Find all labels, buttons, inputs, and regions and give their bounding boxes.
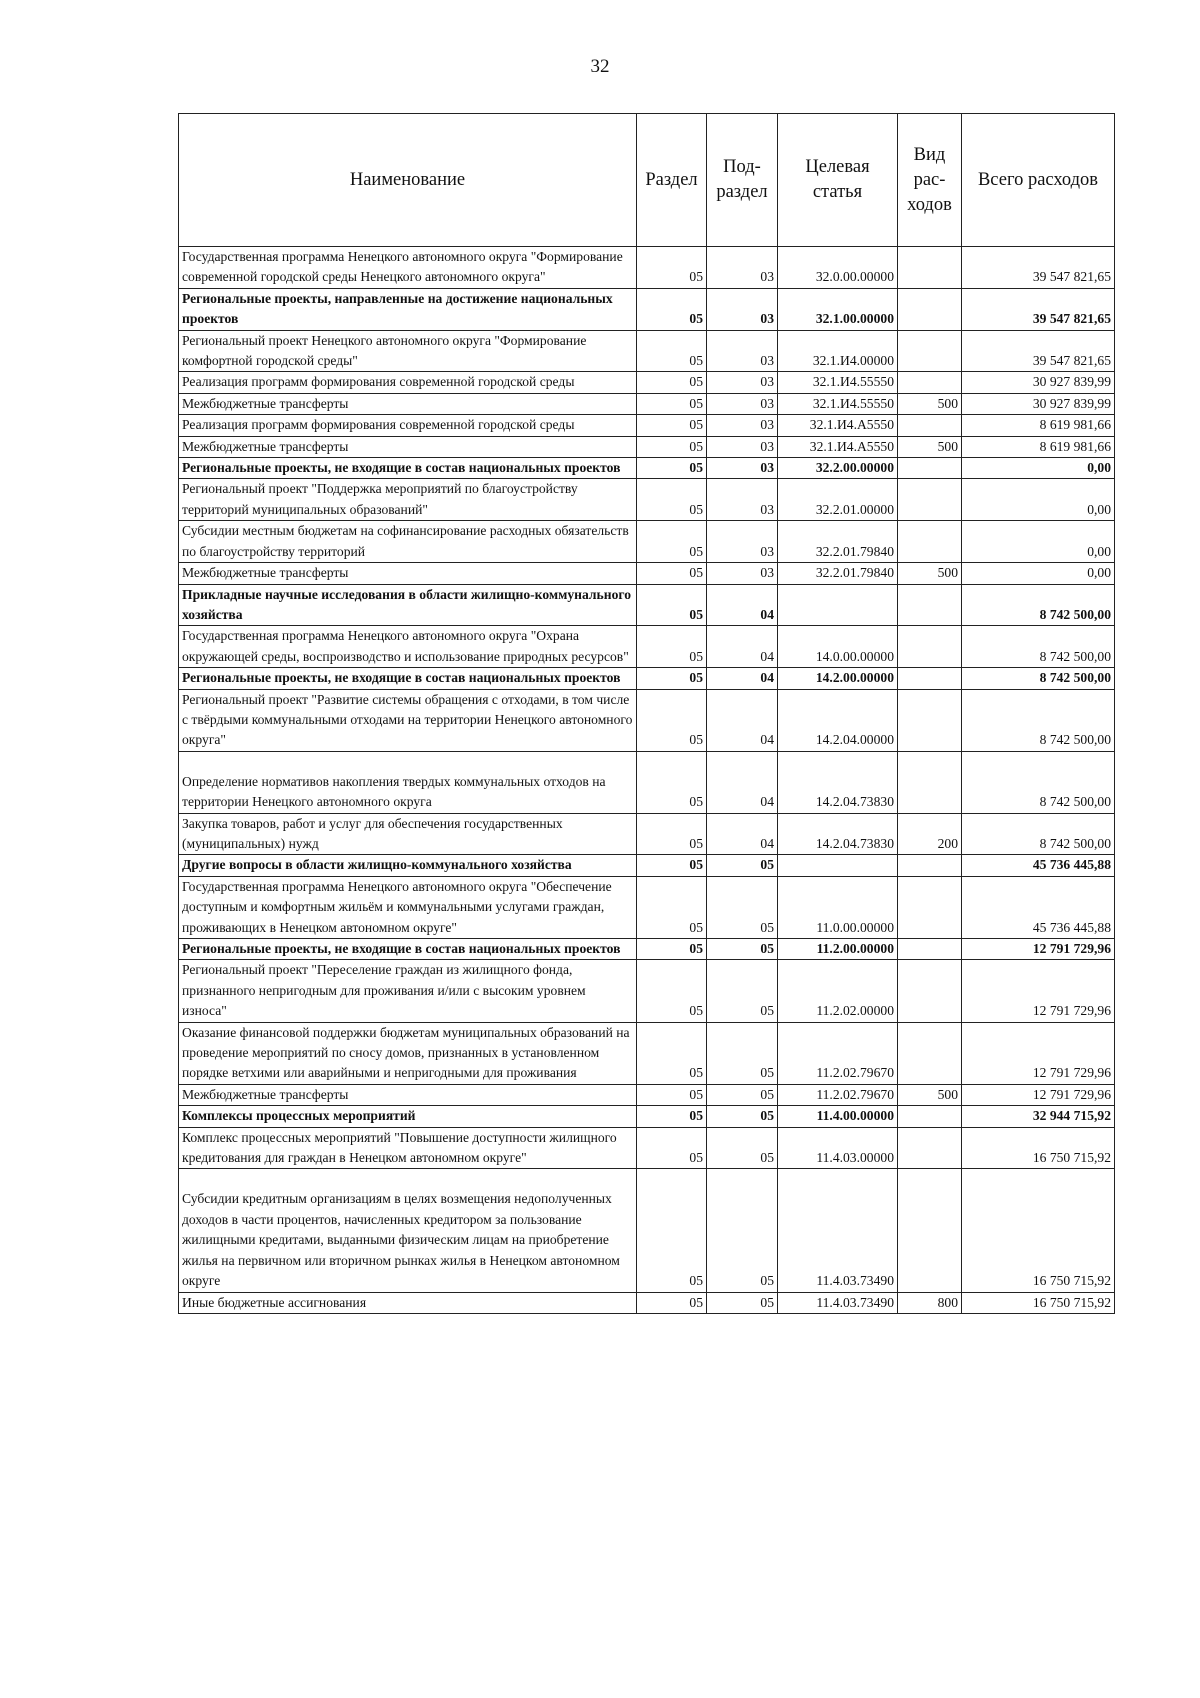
row-vid-cell: 200: [898, 813, 962, 855]
row-podrazdel-cell: 03: [707, 436, 778, 457]
header-podrazdel: Под- раздел: [707, 114, 778, 247]
table-row: [179, 563, 1115, 584]
row-razdel-cell: 05: [637, 689, 707, 751]
row-celevaya-cell: 11.4.03.73490: [778, 1292, 898, 1313]
table-row: [179, 876, 1115, 938]
row-sum-cell: 8 742 500,00: [962, 813, 1115, 855]
row-sum-cell: 12 791 729,96: [962, 1022, 1115, 1084]
row-name-cell: Прикладные научные исследования в области жилищно-коммунального хозяйства: [179, 584, 637, 626]
row-name-cell: Определение нормативов накопления твердых коммунальных отходов на территории Ненецкого автономного округа: [179, 751, 637, 813]
table-body: [179, 247, 1115, 1314]
row-vid-cell: [898, 960, 962, 1022]
page-number: 32: [590, 56, 610, 77]
row-vid-cell: [898, 876, 962, 938]
row-vid-cell: [898, 372, 962, 393]
row-sum-cell: 8 742 500,00: [962, 689, 1115, 751]
row-name-cell: Межбюджетные трансферты: [179, 436, 637, 457]
row-vid-cell: [898, 479, 962, 521]
row-razdel-cell: 05: [637, 1106, 707, 1127]
row-vid-cell: [898, 330, 962, 372]
row-podrazdel-cell: 03: [707, 330, 778, 372]
row-celevaya-cell: 11.4.03.73490: [778, 1169, 898, 1292]
row-name-cell: Региональные проекты, не входящие в состав национальных проектов: [179, 668, 637, 689]
row-vid-cell: [898, 584, 962, 626]
row-razdel-cell: 05: [637, 458, 707, 479]
row-sum-cell: 0,00: [962, 521, 1115, 563]
header-celevaya: Целевая статья: [778, 114, 898, 247]
header-razdel: Раздел: [637, 114, 707, 247]
row-razdel-cell: 05: [637, 668, 707, 689]
row-razdel-cell: 05: [637, 479, 707, 521]
row-name-cell: Региональный проект "Переселение граждан из жилищного фонда, признанного непригодным для проживания и/или с высоким уровнем износа": [179, 960, 637, 1022]
row-vid-cell: 500: [898, 436, 962, 457]
row-vid-cell: [898, 689, 962, 751]
row-sum-cell: 8 742 500,00: [962, 668, 1115, 689]
row-razdel-cell: 05: [637, 813, 707, 855]
row-sum-cell: 8 742 500,00: [962, 584, 1115, 626]
row-sum-cell: 16 750 715,92: [962, 1292, 1115, 1313]
row-podrazdel-cell: 05: [707, 1106, 778, 1127]
row-celevaya-cell: [778, 855, 898, 876]
row-vid-cell: 500: [898, 563, 962, 584]
table-row: [179, 960, 1115, 1022]
row-sum-cell: 30 927 839,99: [962, 372, 1115, 393]
row-podrazdel-cell: 05: [707, 855, 778, 876]
row-celevaya-cell: 32.2.00.00000: [778, 458, 898, 479]
row-name-cell: Оказание финансовой поддержки бюджетам муниципальных образований на проведение мероприятий по сносу домов, признанных в установленном порядке ветхими или аварийными и непригодными для проживания: [179, 1022, 637, 1084]
table-row: [179, 1084, 1115, 1105]
row-name-cell: Межбюджетные трансферты: [179, 393, 637, 414]
row-razdel-cell: 05: [637, 436, 707, 457]
row-podrazdel-cell: 04: [707, 626, 778, 668]
row-sum-cell: 0,00: [962, 458, 1115, 479]
table-header-row: [179, 114, 1115, 247]
row-celevaya-cell: 32.0.00.00000: [778, 247, 898, 289]
row-razdel-cell: 05: [637, 584, 707, 626]
row-vid-cell: [898, 288, 962, 330]
row-name-cell: Региональные проекты, направленные на достижение национальных проектов: [179, 288, 637, 330]
row-podrazdel-cell: 05: [707, 960, 778, 1022]
row-sum-cell: 30 927 839,99: [962, 393, 1115, 414]
row-vid-cell: [898, 458, 962, 479]
row-celevaya-cell: 11.2.02.79670: [778, 1084, 898, 1105]
row-name-cell: Межбюджетные трансферты: [179, 1084, 637, 1105]
row-name-cell: Реализация программ формирования современной городской среды: [179, 372, 637, 393]
row-podrazdel-cell: 05: [707, 1169, 778, 1292]
table-row: [179, 1022, 1115, 1084]
row-razdel-cell: 05: [637, 939, 707, 960]
row-razdel-cell: 05: [637, 1022, 707, 1084]
row-celevaya-cell: 11.0.00.00000: [778, 876, 898, 938]
row-celevaya-cell: 14.2.00.00000: [778, 668, 898, 689]
row-celevaya-cell: 11.2.00.00000: [778, 939, 898, 960]
header-vid: Вид рас- ходов: [898, 114, 962, 247]
row-razdel-cell: 05: [637, 1169, 707, 1292]
row-razdel-cell: 05: [637, 876, 707, 938]
row-razdel-cell: 05: [637, 626, 707, 668]
row-razdel-cell: 05: [637, 1127, 707, 1169]
row-vid-cell: [898, 855, 962, 876]
row-vid-cell: [898, 247, 962, 289]
row-celevaya-cell: 32.1.И4.А5550: [778, 436, 898, 457]
header-vsego: Всего расходов: [962, 114, 1115, 247]
row-razdel-cell: 05: [637, 960, 707, 1022]
row-podrazdel-cell: 05: [707, 1022, 778, 1084]
table-row: [179, 330, 1115, 372]
row-podrazdel-cell: 05: [707, 876, 778, 938]
row-vid-cell: [898, 1022, 962, 1084]
row-celevaya-cell: 32.1.И4.00000: [778, 330, 898, 372]
row-sum-cell: 39 547 821,65: [962, 330, 1115, 372]
row-sum-cell: 16 750 715,92: [962, 1169, 1115, 1292]
row-podrazdel-cell: 05: [707, 1292, 778, 1313]
row-celevaya-cell: 14.2.04.73830: [778, 751, 898, 813]
row-name-cell: Комплекс процессных мероприятий "Повышение доступности жилищного кредитования для граждан в Ненецком автономном округе": [179, 1127, 637, 1169]
row-razdel-cell: 05: [637, 521, 707, 563]
row-sum-cell: 12 791 729,96: [962, 939, 1115, 960]
row-podrazdel-cell: 05: [707, 1127, 778, 1169]
row-vid-cell: 500: [898, 1084, 962, 1105]
table-row: [179, 1106, 1115, 1127]
row-podrazdel-cell: 03: [707, 247, 778, 289]
table-row: [179, 393, 1115, 414]
row-sum-cell: 12 791 729,96: [962, 960, 1115, 1022]
row-sum-cell: 16 750 715,92: [962, 1127, 1115, 1169]
row-sum-cell: 45 736 445,88: [962, 855, 1115, 876]
row-celevaya-cell: 11.4.03.00000: [778, 1127, 898, 1169]
row-razdel-cell: 05: [637, 855, 707, 876]
table-row: [179, 1127, 1115, 1169]
row-podrazdel-cell: 03: [707, 288, 778, 330]
row-sum-cell: 45 736 445,88: [962, 876, 1115, 938]
row-celevaya-cell: 32.2.01.79840: [778, 521, 898, 563]
row-razdel-cell: 05: [637, 288, 707, 330]
row-vid-cell: [898, 1106, 962, 1127]
table-row: [179, 1169, 1115, 1292]
table-row: [179, 668, 1115, 689]
row-name-cell: Другие вопросы в области жилищно-коммунального хозяйства: [179, 855, 637, 876]
row-celevaya-cell: 32.1.И4.55550: [778, 393, 898, 414]
table-row: [179, 751, 1115, 813]
row-vid-cell: [898, 668, 962, 689]
row-podrazdel-cell: 03: [707, 415, 778, 436]
row-razdel-cell: 05: [637, 1084, 707, 1105]
table-row: [179, 288, 1115, 330]
row-celevaya-cell: 14.2.04.00000: [778, 689, 898, 751]
row-celevaya-cell: 11.2.02.79670: [778, 1022, 898, 1084]
row-podrazdel-cell: 04: [707, 689, 778, 751]
row-celevaya-cell: 14.0.00.00000: [778, 626, 898, 668]
row-razdel-cell: 05: [637, 247, 707, 289]
row-celevaya-cell: [778, 584, 898, 626]
row-podrazdel-cell: 03: [707, 372, 778, 393]
row-celevaya-cell: 32.1.И4.55550: [778, 372, 898, 393]
row-podrazdel-cell: 05: [707, 939, 778, 960]
row-name-cell: Региональный проект "Развитие системы обращения с отходами, в том числе с твёрдыми коммунальными отходами на территории Ненецкого автономного округа": [179, 689, 637, 751]
row-podrazdel-cell: 03: [707, 479, 778, 521]
row-sum-cell: 12 791 729,96: [962, 1084, 1115, 1105]
row-celevaya-cell: 32.2.01.00000: [778, 479, 898, 521]
table-row: [179, 415, 1115, 436]
row-celevaya-cell: 11.4.00.00000: [778, 1106, 898, 1127]
table-row: [179, 855, 1115, 876]
row-name-cell: Субсидии местным бюджетам на софинансирование расходных обязательств по благоустройству территорий: [179, 521, 637, 563]
row-razdel-cell: 05: [637, 415, 707, 436]
table-row: [179, 372, 1115, 393]
row-name-cell: Региональные проекты, не входящие в состав национальных проектов: [179, 939, 637, 960]
row-podrazdel-cell: 04: [707, 751, 778, 813]
row-name-cell: Закупка товаров, работ и услуг для обеспечения государственных (муниципальных) нужд: [179, 813, 637, 855]
row-sum-cell: 39 547 821,65: [962, 288, 1115, 330]
row-vid-cell: 800: [898, 1292, 962, 1313]
budget-table: [178, 113, 1115, 1314]
row-name-cell: Региональный проект Ненецкого автономного округа "Формирование комфортной городской среды": [179, 330, 637, 372]
table-row: [179, 521, 1115, 563]
row-razdel-cell: 05: [637, 330, 707, 372]
table-row: [179, 1292, 1115, 1313]
row-sum-cell: 8 619 981,66: [962, 415, 1115, 436]
row-celevaya-cell: 14.2.04.73830: [778, 813, 898, 855]
row-razdel-cell: 05: [637, 563, 707, 584]
row-podrazdel-cell: 03: [707, 521, 778, 563]
table-row: [179, 813, 1115, 855]
row-razdel-cell: 05: [637, 372, 707, 393]
row-razdel-cell: 05: [637, 1292, 707, 1313]
table-row: [179, 436, 1115, 457]
table-row: [179, 689, 1115, 751]
row-vid-cell: [898, 415, 962, 436]
row-celevaya-cell: 32.2.01.79840: [778, 563, 898, 584]
row-name-cell: Реализация программ формирования современной городской среды: [179, 415, 637, 436]
row-sum-cell: 0,00: [962, 563, 1115, 584]
row-vid-cell: [898, 751, 962, 813]
row-sum-cell: 39 547 821,65: [962, 247, 1115, 289]
row-sum-cell: 8 742 500,00: [962, 626, 1115, 668]
row-name-cell: Региональные проекты, не входящие в состав национальных проектов: [179, 458, 637, 479]
row-sum-cell: 32 944 715,92: [962, 1106, 1115, 1127]
row-podrazdel-cell: 03: [707, 458, 778, 479]
row-vid-cell: 500: [898, 393, 962, 414]
row-celevaya-cell: 32.1.00.00000: [778, 288, 898, 330]
table-row: [179, 626, 1115, 668]
row-vid-cell: [898, 939, 962, 960]
row-vid-cell: [898, 521, 962, 563]
row-name-cell: Межбюджетные трансферты: [179, 563, 637, 584]
row-razdel-cell: 05: [637, 751, 707, 813]
row-sum-cell: 8 619 981,66: [962, 436, 1115, 457]
table-row: [179, 458, 1115, 479]
row-podrazdel-cell: 03: [707, 563, 778, 584]
row-razdel-cell: 05: [637, 393, 707, 414]
row-name-cell: Субсидии кредитным организациям в целях возмещения недополученных доходов в части процентов, начисленных кредитором за пользование жилищными кредитами, выданными физическим лицам на приобретение жилья на первичном или вторичном рынках жилья в Ненецком автономном округе: [179, 1169, 637, 1292]
row-celevaya-cell: 32.1.И4.А5550: [778, 415, 898, 436]
table-row: [179, 247, 1115, 289]
row-celevaya-cell: 11.2.02.00000: [778, 960, 898, 1022]
row-vid-cell: [898, 1169, 962, 1292]
row-podrazdel-cell: 04: [707, 584, 778, 626]
table-row: [179, 939, 1115, 960]
row-vid-cell: [898, 626, 962, 668]
row-name-cell: Иные бюджетные ассигнования: [179, 1292, 637, 1313]
table-row: [179, 479, 1115, 521]
row-name-cell: Государственная программа Ненецкого автономного округа "Формирование современной городской среды Ненецкого автономного округа": [179, 247, 637, 289]
row-podrazdel-cell: 05: [707, 1084, 778, 1105]
header-name: Наименование: [179, 114, 637, 247]
row-vid-cell: [898, 1127, 962, 1169]
row-name-cell: Комплексы процессных мероприятий: [179, 1106, 637, 1127]
row-name-cell: Государственная программа Ненецкого автономного округа "Охрана окружающей среды, воспроизводство и использование природных ресурсов": [179, 626, 637, 668]
row-sum-cell: 8 742 500,00: [962, 751, 1115, 813]
table-row: [179, 584, 1115, 626]
row-podrazdel-cell: 04: [707, 668, 778, 689]
row-podrazdel-cell: 03: [707, 393, 778, 414]
row-name-cell: Государственная программа Ненецкого автономного округа "Обеспечение доступным и комфортным жильём и коммунальными услугами граждан, проживающих в Ненецком автономном округе": [179, 876, 637, 938]
row-podrazdel-cell: 04: [707, 813, 778, 855]
row-sum-cell: 0,00: [962, 479, 1115, 521]
row-name-cell: Региональный проект "Поддержка мероприятий по благоустройству территорий муниципальных образований": [179, 479, 637, 521]
